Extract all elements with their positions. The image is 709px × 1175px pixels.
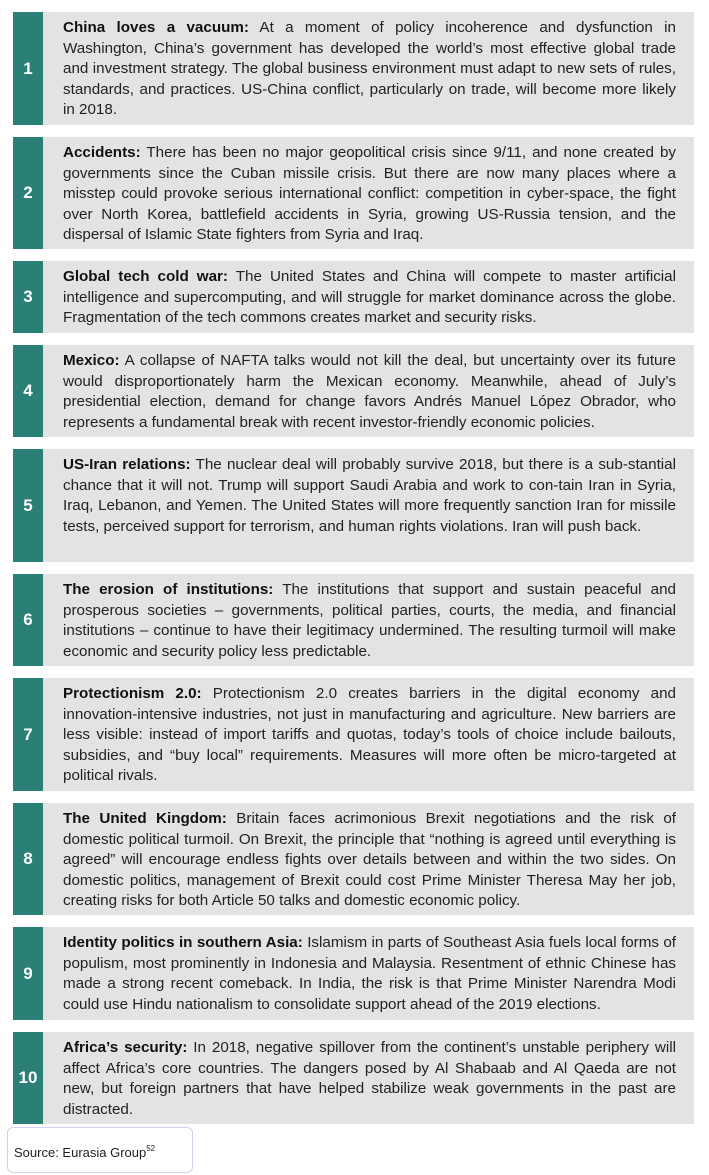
risk-number: 5	[13, 449, 43, 562]
risk-text	[55, 12, 694, 125]
risk-title: Global tech cold war:	[63, 268, 228, 285]
risk-text	[55, 137, 694, 249]
risk-text	[55, 803, 694, 915]
risk-title: The United Kingdom:	[63, 810, 227, 827]
risk-number: 8	[13, 803, 43, 915]
risk-item-2	[13, 137, 694, 249]
risk-body: At a moment of policy incoherence and dysfunction in Washington, China’s government has developed the world’s most effective global trade and investment strategy. The global business environment must adapt to new sets of rules, standards, and practices. US-China conflict, particularly on trade, will become more likely in 2018.	[63, 19, 676, 119]
risk-body: Protectionism 2.0 creates barriers in the digital economy and innovation-intensive industries, not just in manufacturing and agriculture. New barriers are less visible: instead of import tariffs and quotas, today’s tools of choice include bailouts, subsidies, and “buy local” requirements. Measures will more often be micro-targeted at political rivals.	[63, 685, 676, 785]
risk-text	[55, 678, 694, 791]
risk-body: The United States and China will compete to master artificial intelligence and supercomputing, and will struggle for market dominance across the globe. Fragmentation of the tech commons creates market and security risks.	[63, 268, 676, 327]
risk-number: 6	[13, 574, 43, 666]
risk-text	[55, 261, 694, 333]
risk-text	[55, 927, 694, 1020]
risk-body: Islamism in parts of Southeast Asia fuels local forms of populism, most prominently in Indonesia and Malaysia. Resentment of ethnic Chinese has made a strong recent comeback. In India, the risk is that Prime Minister Narendra Modi could use Hindu nationalism to consolidate support ahead of the 2019 elections.	[63, 934, 677, 1013]
risk-title: Accidents:	[63, 144, 141, 161]
risk-body: Britain faces acrimonious Brexit negotiations and the risk of domestic political turmoil. On Brexit, the principle that “nothing is agreed until everything is agreed” will encourage endless fights over details between and within the two sides. On domestic politics, management of Brexit could cost Prime Minister Theresa May her job, creating risks for both Article 50 talks and domestic economic policy.	[63, 810, 677, 910]
source-label: Source: Eurasia Group	[14, 1145, 147, 1160]
risk-title: China loves a vacuum:	[63, 19, 249, 36]
risk-item-1	[13, 12, 694, 125]
risk-item-10	[13, 1032, 694, 1124]
risk-title: Mexico:	[63, 352, 120, 369]
risk-body: A collapse of NAFTA talks would not kill the deal, but uncertainty over its future would disproportionately harm the Mexican economy. Meanwhile, ahead of July’s presidential election, demand for change favors Andrés Manuel López Obrador, who represents a fundamental break with recent investor-friendly economic policies.	[63, 352, 676, 431]
risk-text	[55, 1032, 694, 1124]
risk-text	[55, 449, 694, 562]
risk-item-6	[13, 574, 694, 666]
risk-item-8	[13, 803, 694, 915]
risk-text	[55, 345, 694, 437]
risk-item-4	[13, 345, 694, 437]
risk-body: In 2018, negative spillover from the continent’s unstable periphery will affect Africa’s core countries. The dangers posed by Al Shabaab and Al Qaeda are not new, but foreign partners that have helped stabilize weak governments in the past are distracted.	[63, 1039, 676, 1118]
risk-title: Africa’s security:	[63, 1039, 188, 1056]
risk-body: The nuclear deal will probably survive 2018, but there is a sub-stantial chance that it will not. Trump will support Saudi Arabia and work to con-tain Iran in Syria, Iraq, Lebanon, and Yemen. The United States will more frequently sanction Iran for missile tests, perceived support for terrorism, and human rights violations. Iran will push back.	[63, 456, 676, 535]
risk-number: 3	[13, 261, 43, 333]
risk-title: Identity politics in southern Asia:	[63, 934, 303, 951]
risk-title: Protectionism 2.0:	[63, 685, 202, 702]
risk-title: US-Iran relations:	[63, 456, 191, 473]
risk-text	[55, 574, 694, 666]
risk-number: 4	[13, 345, 43, 437]
risk-item-7	[13, 678, 694, 791]
risk-item-5	[13, 449, 694, 562]
risk-title: The erosion of institutions:	[63, 581, 274, 598]
risk-item-3	[13, 261, 694, 333]
risk-number: 9	[13, 927, 43, 1020]
risk-body: There has been no major geopolitical crisis since 9/11, and none created by governments since the Cuban missile crisis. But there are now many places where a misstep could provoke serious international conflict: competition in cyber-space, the fight over North Korea, battlefield accidents in Syria, growing US-Russia tension, and the dispersal of Islamic State fighters from Syria and Iraq.	[63, 144, 676, 244]
risk-number: 7	[13, 678, 43, 791]
risk-number: 2	[13, 137, 43, 249]
risk-body: The institutions that support and sustain peaceful and prosperous societies – governments, political parties, courts, the media, and financial institutions – continue to have their legitimacy undermined. The resulting turmoil will make economic and security policy less predictable.	[63, 581, 676, 660]
risk-number: 1	[13, 12, 43, 125]
risk-number: 10	[13, 1032, 43, 1124]
source-footnote: 52	[146, 1144, 156, 1153]
source-caption	[7, 1127, 193, 1173]
risk-item-9	[13, 927, 694, 1020]
